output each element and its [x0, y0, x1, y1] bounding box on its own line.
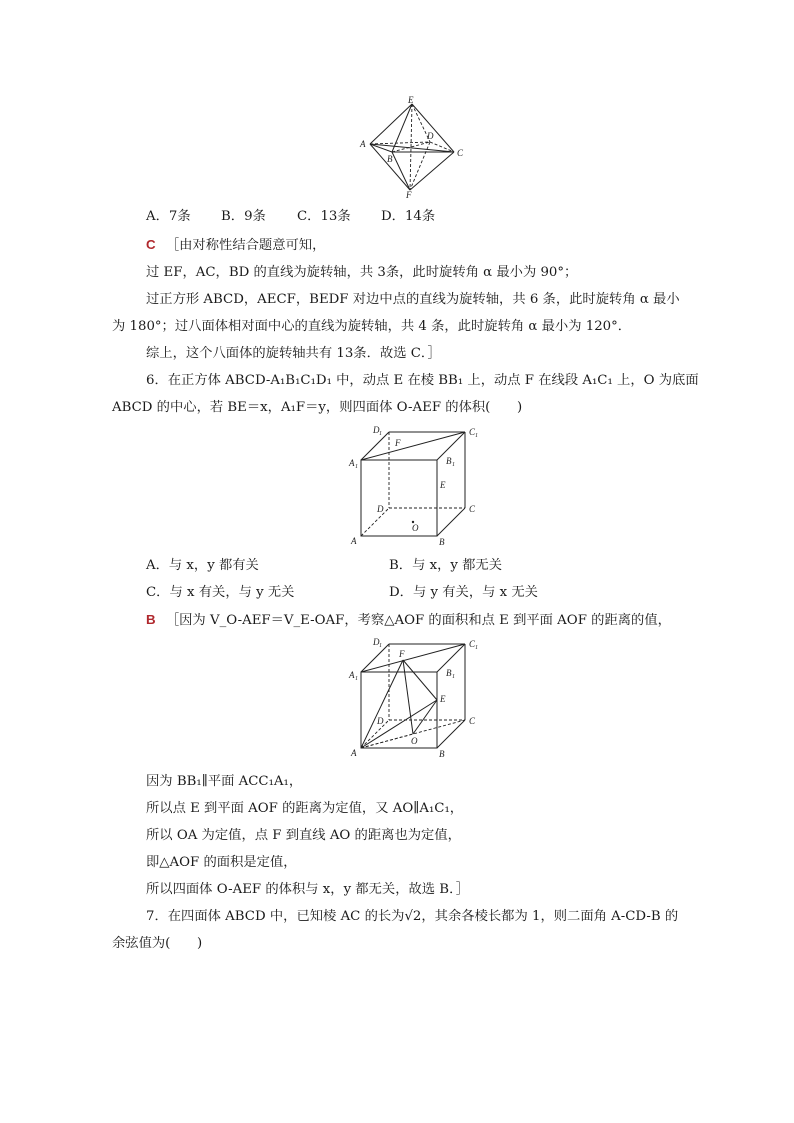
octa-label-f: F [406, 190, 412, 200]
svg-text:1: 1 [452, 462, 455, 468]
q5-solution-line-2: 过 EF，AC，BD 的直线为旋转轴，共 3条，此时旋转角 α 最小为 90°； [146, 265, 578, 280]
cube2-label-a1: A [349, 670, 355, 680]
svg-text:1: 1 [355, 676, 358, 682]
octa-label-a: A [360, 139, 366, 149]
q6-solution-line-2: 因为 BB₁∥平面 ACC₁A₁， [146, 774, 303, 789]
svg-text:1: 1 [355, 464, 358, 470]
cube1-label-o: O [412, 523, 419, 533]
svg-text:1: 1 [475, 433, 478, 439]
cube2-label-a: A [351, 748, 357, 758]
octa-label-d: D [427, 131, 434, 141]
q6-stem-line-2: ABCD 的中心，若 BE＝x，A₁F＝y，则四面体 O-AEF 的体积( ) [112, 400, 523, 415]
octa-label-e: E [408, 95, 414, 105]
cube1-label-e: E [440, 480, 446, 490]
q6-option-c: C．与 x 有关，与 y 无关 [146, 585, 295, 600]
svg-text:1: 1 [452, 674, 455, 680]
q6-solution-line-6: 所以四面体 O-AEF 的体积与 x，y 都无关，故选 B．］ [146, 882, 470, 897]
q6-stem-line-1: 6．在正方体 ABCD-A₁B₁C₁D₁ 中，动点 E 在棱 BB₁ 上，动点 F 在线段 A₁C₁ 上，O 为底面 [146, 373, 699, 388]
q6-solution-line-4: 所以 OA 为定值，点 F 到直线 AO 的距离也为定值， [146, 828, 461, 843]
cube2-label-d1: D [373, 637, 380, 647]
q5-option-a: A．7条 [146, 209, 191, 224]
cube1-label-d1: D [373, 425, 380, 435]
cube1-label-a1: A [349, 458, 355, 468]
octa-label-b: B [387, 154, 393, 164]
q7-stem-line-2: 余弦值为( ) [112, 936, 203, 951]
cube2-label-e: E [440, 694, 446, 704]
q5-option-d: D．14条 [381, 209, 436, 224]
q6-answer-letter: B [146, 612, 156, 627]
q5-solution-line-3: 过正方形 ABCD，AECF，BEDF 对边中点的直线为旋转轴，共 6 条，此时旋转角 α 最小 [146, 292, 680, 307]
q5-answer-letter: C [146, 237, 156, 252]
q5-solution-line-5: 综上，这个八面体的旋转轴共有 13条．故选 C．］ [146, 346, 441, 361]
cube1-label-f: F [395, 438, 401, 448]
cube1-label-b1: B [446, 456, 452, 466]
svg-text:1: 1 [379, 643, 382, 649]
cube2-label-o: O [411, 736, 418, 746]
q5-solution-line-1 [146, 235, 325, 256]
q5-solution-line-4: 为 180°；过八面体相对面中心的直线为旋转轴，共 4 条，此时旋转角 α 最小为 120°． [112, 319, 632, 334]
cube1-label-d: D [377, 504, 384, 514]
cube2-label-c1: C [469, 639, 476, 649]
cube2-label-b1: B [446, 668, 452, 678]
cube1-label-a: A [351, 536, 357, 546]
octa-label-c: C [457, 148, 464, 158]
cube-figure-2 [343, 636, 483, 760]
q6-solution-line-1 [146, 610, 671, 631]
q6-solution-text-1: ［因为 V_O-AEF＝V_E-OAF，考察△AOF 的面积和点 E 到平面 AOF 的距离的值， [165, 613, 671, 628]
cube1-label-c: C [469, 504, 476, 514]
cube2-label-d: D [377, 716, 384, 726]
cube1-label-c1: C [469, 427, 476, 437]
q6-option-d: D．与 y 有关，与 x 无关 [389, 585, 538, 600]
q6-solution-line-3: 所以点 E 到平面 AOF 的距离为定值，又 AO∥A₁C₁， [146, 801, 464, 816]
svg-text:1: 1 [475, 645, 478, 651]
svg-text:1: 1 [379, 431, 382, 437]
cube1-label-b: B [439, 537, 445, 547]
cube2-label-c: C [469, 716, 476, 726]
q5-option-b: B．9条 [221, 209, 266, 224]
q6-solution-line-5: 即△AOF 的面积是定值， [146, 855, 297, 870]
q5-option-c: C．13条 [297, 209, 351, 224]
cube2-label-f: F [399, 649, 405, 659]
cube2-label-b: B [439, 749, 445, 759]
cube-figure-1 [343, 424, 483, 548]
octahedron-figure [358, 96, 470, 200]
q7-stem-line-1: 7．在四面体 ABCD 中，已知棱 AC 的长为√2，其余各棱长都为 1，则二面角 A-CD-B 的 [146, 909, 679, 924]
q5-solution-text-1: ［由对称性结合题意可知， [165, 238, 326, 253]
q6-option-a: A．与 x，y 都有关 [146, 558, 259, 573]
q6-option-b: B．与 x，y 都无关 [389, 558, 503, 573]
